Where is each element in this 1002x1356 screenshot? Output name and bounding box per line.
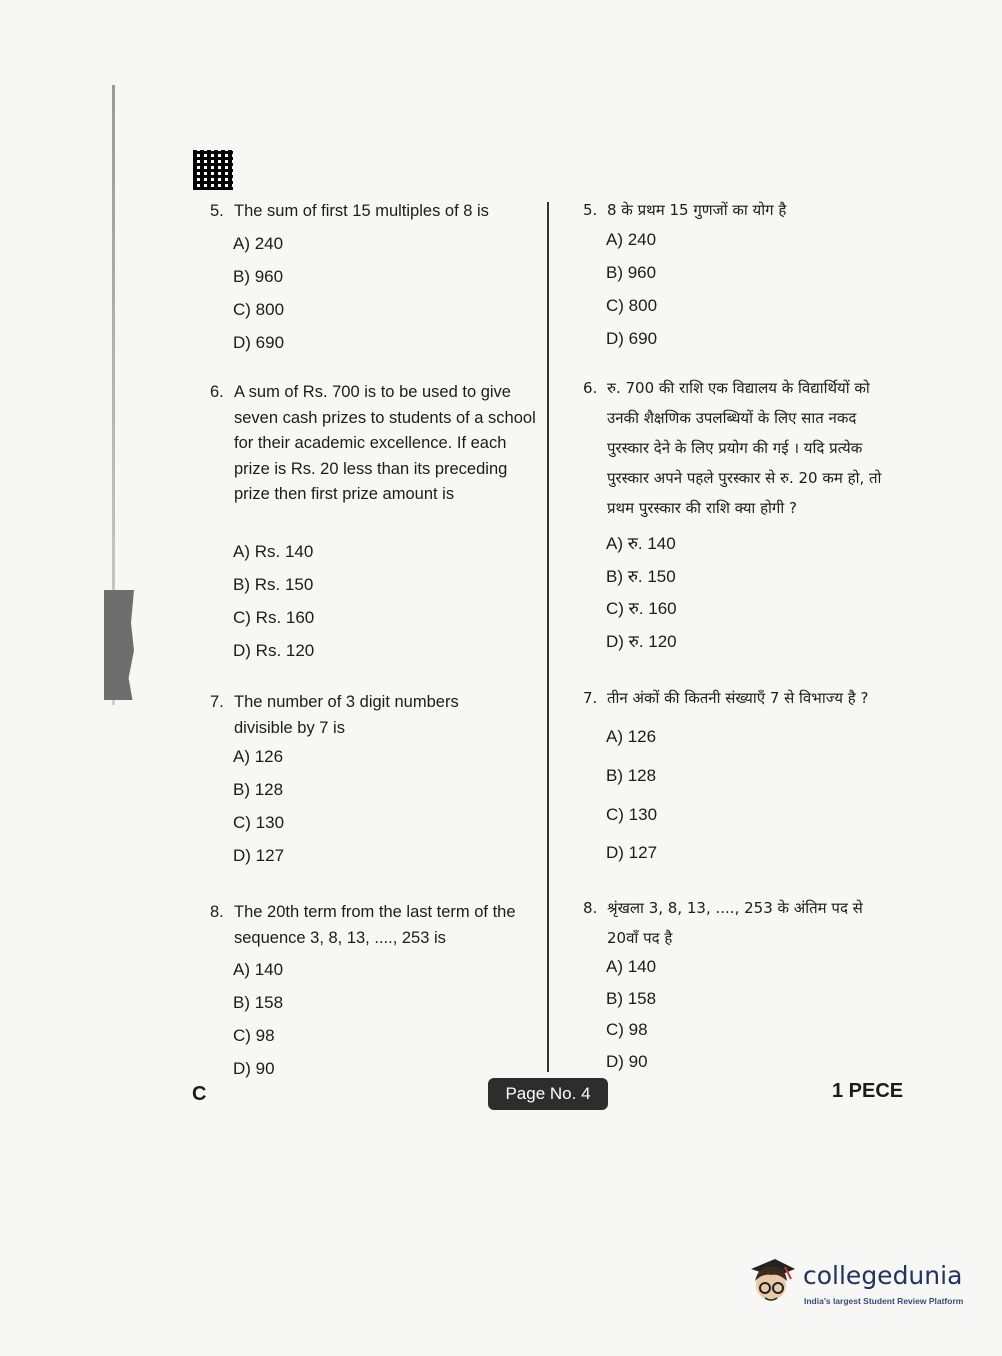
question-number: 8. (583, 899, 598, 917)
page-number-badge: Page No. 4 (488, 1078, 608, 1110)
option-c: C) 98 (606, 1020, 648, 1039)
brand-name: collegedunia (803, 1261, 963, 1290)
option-c: C) 98 (233, 1026, 275, 1045)
question-number: 7. (210, 693, 224, 711)
question-text: The sum of first 15 multiples of 8 is (234, 202, 489, 220)
option-d: D) 127 (606, 843, 658, 862)
question-text: A sum of Rs. 700 is to be used to give seven cash prizes to students of a school for their academic excellence. If each prize is Rs. 20 less than its preceding prize then first prize amount is (234, 383, 536, 503)
option-b: B) रु. 150 (606, 567, 676, 586)
option-c: C) रु. 160 (606, 599, 677, 618)
option-b: B) 128 (606, 766, 657, 785)
option-d: D) 690 (233, 333, 285, 352)
question-6-hi (583, 373, 893, 651)
torn-paper-edge (104, 590, 134, 700)
question-number: 7. (583, 689, 598, 707)
question-number: 6. (210, 383, 224, 401)
option-a: A) 140 (233, 960, 284, 979)
option-b: B) 158 (606, 989, 657, 1008)
option-d: D) रु. 120 (606, 632, 677, 651)
option-d: D) 90 (233, 1059, 275, 1078)
option-c: C) 130 (233, 813, 285, 832)
mascot-icon (745, 1255, 797, 1307)
option-b: B) Rs. 150 (233, 575, 314, 594)
question-5-hi (583, 195, 893, 348)
option-a: A) 240 (233, 234, 284, 253)
paper-code: 1 PECE (832, 1080, 904, 1102)
question-7-en (210, 690, 540, 865)
option-b: B) 960 (233, 267, 284, 286)
question-6-en (210, 380, 540, 660)
option-a: A) 140 (606, 957, 657, 976)
option-b: B) 158 (233, 993, 284, 1012)
option-a: A) रु. 140 (606, 534, 676, 553)
question-number: 5. (583, 201, 598, 219)
collegedunia-logo (745, 1255, 975, 1315)
question-text: श्रृंखला 3, 8, 13, ...., 253 के अंतिम पद से 20वाँ पद है (607, 899, 863, 947)
question-5-en (210, 199, 540, 352)
question-8-hi (583, 893, 893, 1071)
option-a: A) Rs. 140 (233, 542, 314, 561)
series-code: C (192, 1083, 207, 1105)
option-b: B) 960 (606, 263, 657, 282)
option-a: A) 126 (606, 727, 657, 746)
question-text: The number of 3 digit numbers divisible by 7 is (234, 693, 459, 737)
option-c: C) 800 (233, 300, 285, 319)
option-c: C) 800 (606, 296, 658, 315)
question-text: The 20th term from the last term of the sequence 3, 8, 13, ...., 253 is (234, 903, 516, 947)
option-d: D) Rs. 120 (233, 641, 315, 660)
question-text: रु. 700 की राशि एक विद्यालय के विद्यार्थियों को उनकी शैक्षणिक उपलब्धियों के लिए सात नकद पुरस्कार देने के लिए प्रयोग की गई । यदि प्रत्येक पुरस्कार अपने पहले पुरस्कार से रु. 20 कम हो, तो प्रथम पुरस्कार की राशि क्या होगी ? (607, 379, 882, 517)
question-number: 6. (583, 379, 598, 397)
option-d: D) 127 (233, 846, 285, 865)
question-number: 8. (210, 903, 224, 921)
question-text: तीन अंकों की कितनी संख्याएँ 7 से विभाज्य है ? (607, 689, 869, 707)
option-b: B) 128 (233, 780, 284, 799)
option-a: A) 240 (606, 230, 657, 249)
question-7-hi (583, 683, 893, 862)
brand-tagline: India's largest Student Review Platform (804, 1296, 964, 1306)
option-a: A) 126 (233, 747, 284, 766)
qr-code-icon (193, 150, 233, 190)
option-d: D) 90 (606, 1052, 648, 1071)
option-c: C) Rs. 160 (233, 608, 315, 627)
column-divider (547, 202, 549, 1072)
question-8-en (210, 900, 540, 1078)
question-number: 5. (210, 202, 224, 220)
question-text: 8 के प्रथम 15 गुणजों का योग है (607, 201, 787, 219)
option-d: D) 690 (606, 329, 658, 348)
option-c: C) 130 (606, 805, 658, 824)
